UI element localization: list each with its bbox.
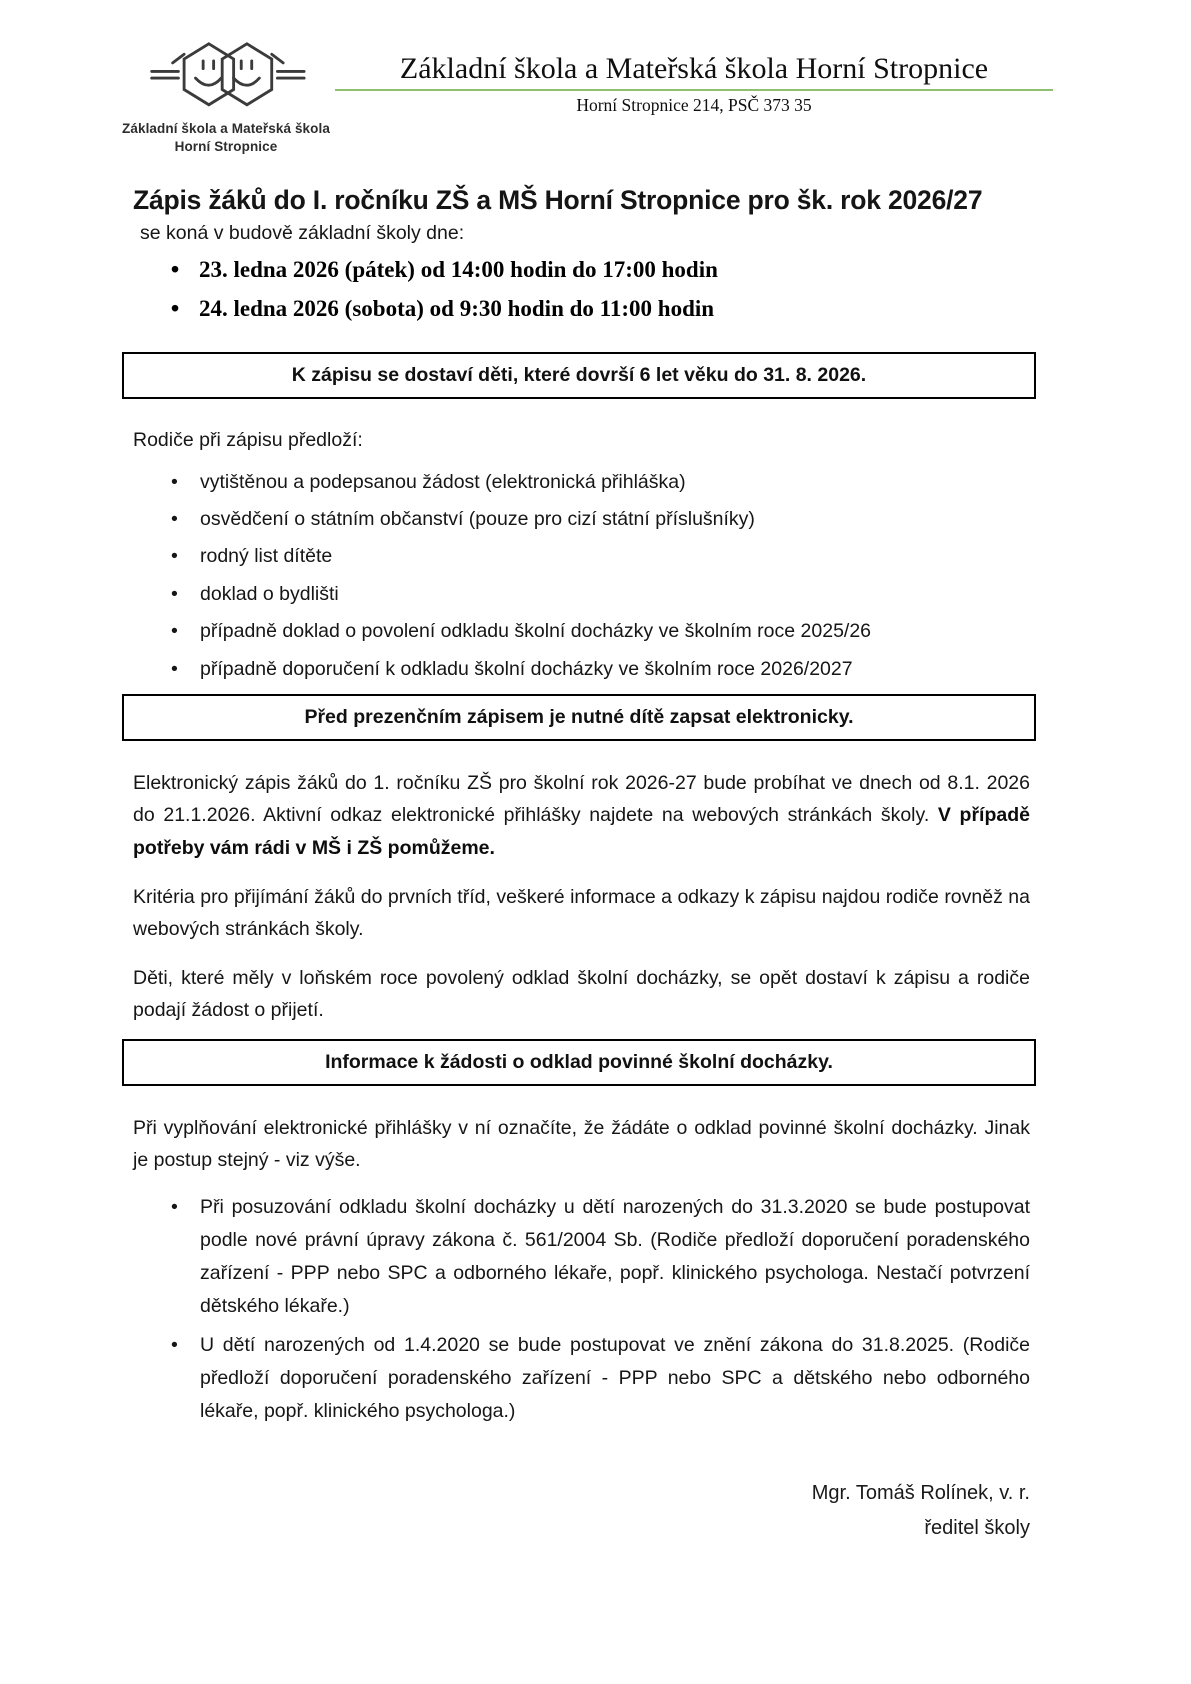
notice-box-age-requirement: K zápisu se dostaví děti, které dovrší 6 let věku do 31. 8. 2026.: [122, 352, 1036, 399]
paragraph-criteria: Kritéria pro přijímání žáků do prvních tříd, veškeré informace a odkazy k zápisu najdou rodiče rovněž na webových stránkách školy.: [133, 885, 1030, 941]
required-documents-list: [133, 470, 1030, 682]
deferral-rules-list: [133, 1191, 1030, 1428]
required-document-item: • doklad o bydlišti: [133, 582, 1030, 607]
required-document-item: • vytištěnou a podepsanou žádost (elektronická přihláška): [133, 470, 1030, 495]
deferral-rule-item: • Při posuzování odkladu školní docházky u dětí narozených do 31.3.2020 se bude postupovat podle nové právní úpravy zákona č. 561/2004 Sb. (Rodiče předloží doporučení poradenského zařízení - PPP nebo SPC a odborného lékaře, popř. klinického psychologa. Nestačí potvrzení dětského lékaře.): [133, 1191, 1030, 1323]
deferral-rule-item: • U dětí narozených od 1.4.2020 se bude postupovat ve znění zákona do 31.8.2025. (Rodiče předloží doporučení poradenského zařízení - PPP nebo SPC a dětského nebo odborného lékaře, popř. klinického psychologa.): [133, 1329, 1030, 1428]
required-document-item: • osvědčení o státním občanství (pouze pro cizí státní příslušníky): [133, 507, 1030, 532]
document-body: [133, 185, 1030, 1546]
logo-text-line2: Horní Stropnice: [174, 138, 278, 154]
school-name-heading: Základní škola a Mateřská škola Horní Stropnice: [399, 52, 989, 85]
paragraph-last-year-deferral: Děti, které měly v loňském roce povolený odklad školní docházky, se opět dostaví k zápisu a rodiče podají žádost o přijetí.: [133, 966, 1030, 1022]
page-title: Zápis žáků do I. ročníku ZŠ a MŠ Horní Stropnice pro šk. rok 2026/27: [133, 185, 983, 215]
paragraph-deferral-marking: Při vyplňování elektronické přihlášky v ní označíte, že žádáte o odklad povinné školní docházky. Jinak je postup stejný - viz výše.: [133, 1116, 1030, 1172]
announcement-subtitle: se koná v budově základní školy dne:: [140, 222, 465, 244]
enrollment-date-list: [133, 255, 1030, 324]
letterhead: [0, 40, 1191, 154]
signature-role: ředitel školy: [924, 1516, 1030, 1539]
enrollment-date-item: • 23. ledna 2026 (pátek) od 14:00 hodin do 17:00 hodin: [133, 255, 1030, 285]
enrollment-date-item: • 24. ledna 2026 (sobota) od 9:30 hodin do 11:00 hodin: [133, 294, 1030, 324]
school-logo: [106, 40, 346, 155]
school-address: Horní Stropnice 214, PSČ 373 35: [576, 95, 812, 115]
notice-box-electronic-registration: Před prezenčním zápisem je nutné dítě zapsat elektronicky.: [122, 694, 1036, 741]
paragraph-electronic-bold: V případě potřeby vám rádi v MŠ i ZŠ pomůžeme.: [133, 804, 1030, 859]
signature-block: [133, 1476, 1030, 1546]
documents-intro: Rodiče při zápisu předloží:: [133, 428, 363, 451]
school-logo-icon: [106, 40, 346, 120]
signature-name: Mgr. Tomáš Rolínek, v. r.: [811, 1481, 1030, 1504]
paragraph-electronic-enrollment: [133, 767, 1030, 865]
header-main: [335, 52, 1053, 116]
logo-text-line1: Základní škola a Mateřská škola: [122, 121, 330, 136]
notice-box-deferral-info: Informace k žádosti o odklad povinné školní docházky.: [122, 1039, 1036, 1086]
paragraph-electronic-text: Elektronický zápis žáků do 1. ročníku ZŠ pro školní rok 2026-27 bude probíhat ve dnech od 8.1. 2026 do 21.1.2026. Aktivní odkaz elektronické přihlášky najdete na webových stránkách školy.: [133, 771, 1030, 827]
required-document-item: • případně doporučení k odkladu školní docházky ve školním roce 2026/2027: [133, 657, 1030, 682]
required-document-item: • rodný list dítěte: [133, 544, 1030, 569]
required-document-item: • případně doklad o povolení odkladu školní docházky ve školním roce 2025/26: [133, 619, 1030, 644]
header-divider: [335, 89, 1053, 91]
